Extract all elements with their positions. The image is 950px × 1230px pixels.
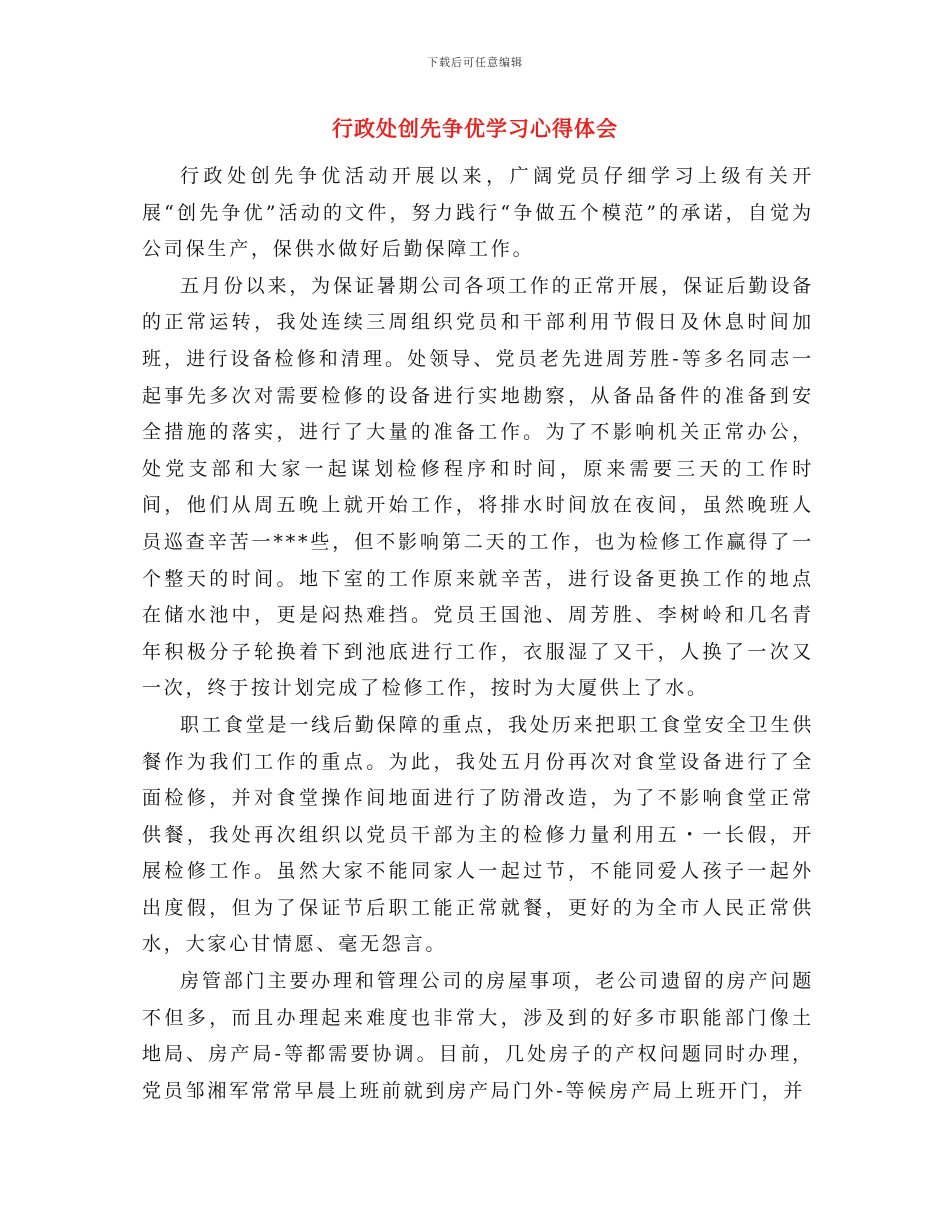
paragraph-1: 行政处创先争优活动开展以来，广阔党员仔细学习上级有关开展“创先争优”活动的文件，努力践行“争做五个模范”的承诺，自觉为公司保生产，保供水做好后勤保障工作。 bbox=[142, 165, 814, 261]
paragraph-3: 职工食堂是一线后勤保障的重点，我处历来把职工食堂安全卫生供餐作为我们工作的重点。为此，我处五月份再次对食堂设备进行了全面检修，并对食堂操作间地面进行了防滑改造，为了不影响食堂正常供餐，我处再次组织以党员干部为主的检修力量利用五・一长假，开展检修工作。虽然大家不能同家人一起过节，不能同爱人孩子一起外出度假，但为了保证节后职工能正常就餐，更好的为全市人民正常供水，大家心甘情愿、毫无怨言。 bbox=[142, 713, 814, 956]
paragraph-4: 房管部门主要办理和管理公司的房屋事项，老公司遗留的房产问题不但多，而且办理起来难度也非常大，涉及到的好多市职能部门像土地局、房产局-等都需要协调。目前，几处房子的产权问题同时办理，党员邹湘军常常早晨上班前就到房产局门外-等候房产局上班开门，并 bbox=[142, 970, 814, 1102]
document-body bbox=[142, 158, 814, 1109]
document-title: 行政处创先争优学习心得体会 bbox=[332, 116, 618, 141]
header-note: 下载后可任意编辑 bbox=[427, 56, 523, 69]
paragraph-2: 五月份以来，为保证暑期公司各项工作的正常开展，保证后勤设备的正常运转，我处连续三周组织党员和干部利用节假日及休息时间加班，进行设备检修和清理。处领导、党员老先进周芳胜-等多名同志一起事先多次对需要检修的设备进行实地勘察，从备品备件的准备到安全措施的落实，进行了大量的准备工作。为了不影响机关正常办公，处党支部和大家一起谋划检修程序和时间，原来需要三天的工作时间，他们从周五晚上就开始工作，将排水时间放在夜间，虽然晚班人员巡查辛苦一***些，但不影响第二天的工作，也为检修工作赢得了一个整天的时间。地下室的工作原来就辛苦，进行设备更换工作的地点在储水池中，更是闷热难挡。党员王国池、周芳胜、李树岭和几名青年积极分子轮换着下到池底进行工作，衣服湿了又干，人换了一次又一次，终于按计划完成了检修工作，按时为大厦供上了水。 bbox=[142, 274, 814, 700]
